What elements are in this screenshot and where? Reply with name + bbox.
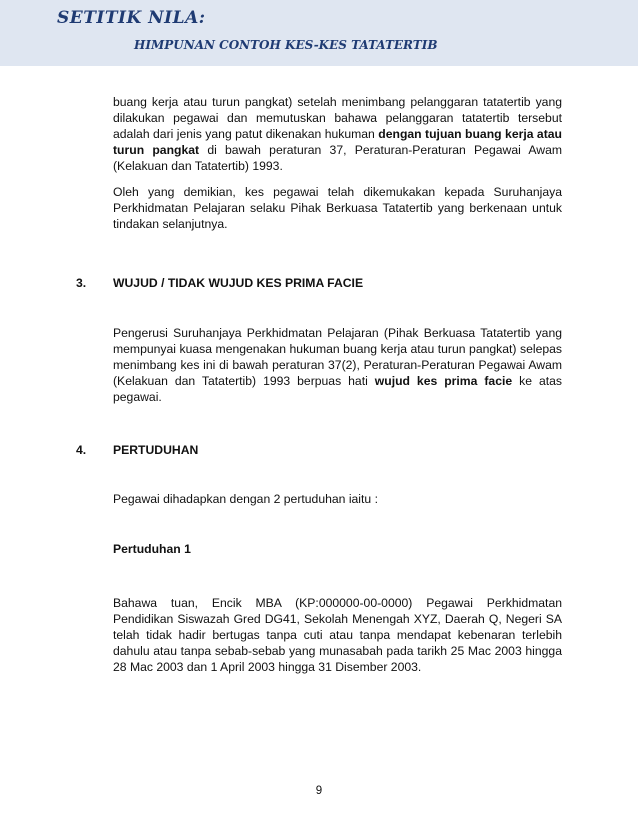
para1-bold: dengan tujuan buang kerja atau turun pangkat (113, 127, 562, 157)
para1-text-1: buang kerja atau turun pangkat) setelah menimbang pelanggaran tatatertib yang dilakukan pegawai dan memutuskan bahawa pelanggaran tatatertib tersebut adalah dari jenis yang patut dikenakan hukuman (113, 95, 562, 141)
section-4-number: 4. (76, 443, 87, 457)
para3-text-2: ke atas pegawai. (113, 374, 562, 404)
paragraph-punishment-decision (113, 94, 562, 174)
page-number: 9 (315, 785, 323, 797)
header-title: SETITIK NILA: (57, 8, 206, 28)
para1-text-2: di bawah peraturan 37, Peraturan-Peraturan Pegawai Awam (Kelakuan dan Tatatertib) 1993. (113, 143, 562, 173)
section-4-title: PERTUDUHAN (113, 443, 199, 457)
section-3-number: 3. (76, 276, 87, 290)
paragraph-prima-facie (113, 325, 562, 405)
paragraph-charges-intro: Pegawai dihadapkan dengan 2 pertuduhan iaitu : (113, 492, 378, 506)
section-3-title: WUJUD / TIDAK WUJUD KES PRIMA FACIE (113, 276, 364, 290)
charge-1-heading: Pertuduhan 1 (113, 542, 191, 556)
header-subtitle: HIMPUNAN CONTOH KES-KES TATATERTIB (134, 38, 438, 52)
paragraph-case-referral: Oleh yang demikian, kes pegawai telah dikemukakan kepada Suruhanjaya Perkhidmatan Pelajaran selaku Pihak Berkuasa Tatatertib yang berkenaan untuk tindakan selanjutnya. (113, 185, 562, 231)
paragraph-charge-1: Bahawa tuan, Encik MBA (KP:000000-00-0000) Pegawai Perkhidmatan Pendidikan Siswazah Gred DG41, Sekolah Menengah XYZ, Daerah Q, Negeri SA telah tidak hadir bertugas tanpa cuti atau tanpa mendapat kebenaran terlebih dahulu atau tanpa sebab-sebab yang munasabah pada tarikh 25 Mac 2003 hingga 28 Mac 2003 dan 1 April 2003 hingga 31 Disember 2003. (113, 596, 562, 674)
page-header (0, 0, 638, 66)
para3-text-1: Pengerusi Suruhanjaya Perkhidmatan Pelajaran (Pihak Berkuasa Tatatertib yang mempunyai kuasa mengenakan hukuman buang kerja atau turun pangkat) selepas menimbang kes ini di bawah peraturan 37(2), Peraturan-Peraturan Pegawai Awam (Kelakuan dan Tatatertib) 1993 berpuas hati (113, 326, 562, 388)
para3-bold: wujud kes prima facie (374, 374, 513, 388)
